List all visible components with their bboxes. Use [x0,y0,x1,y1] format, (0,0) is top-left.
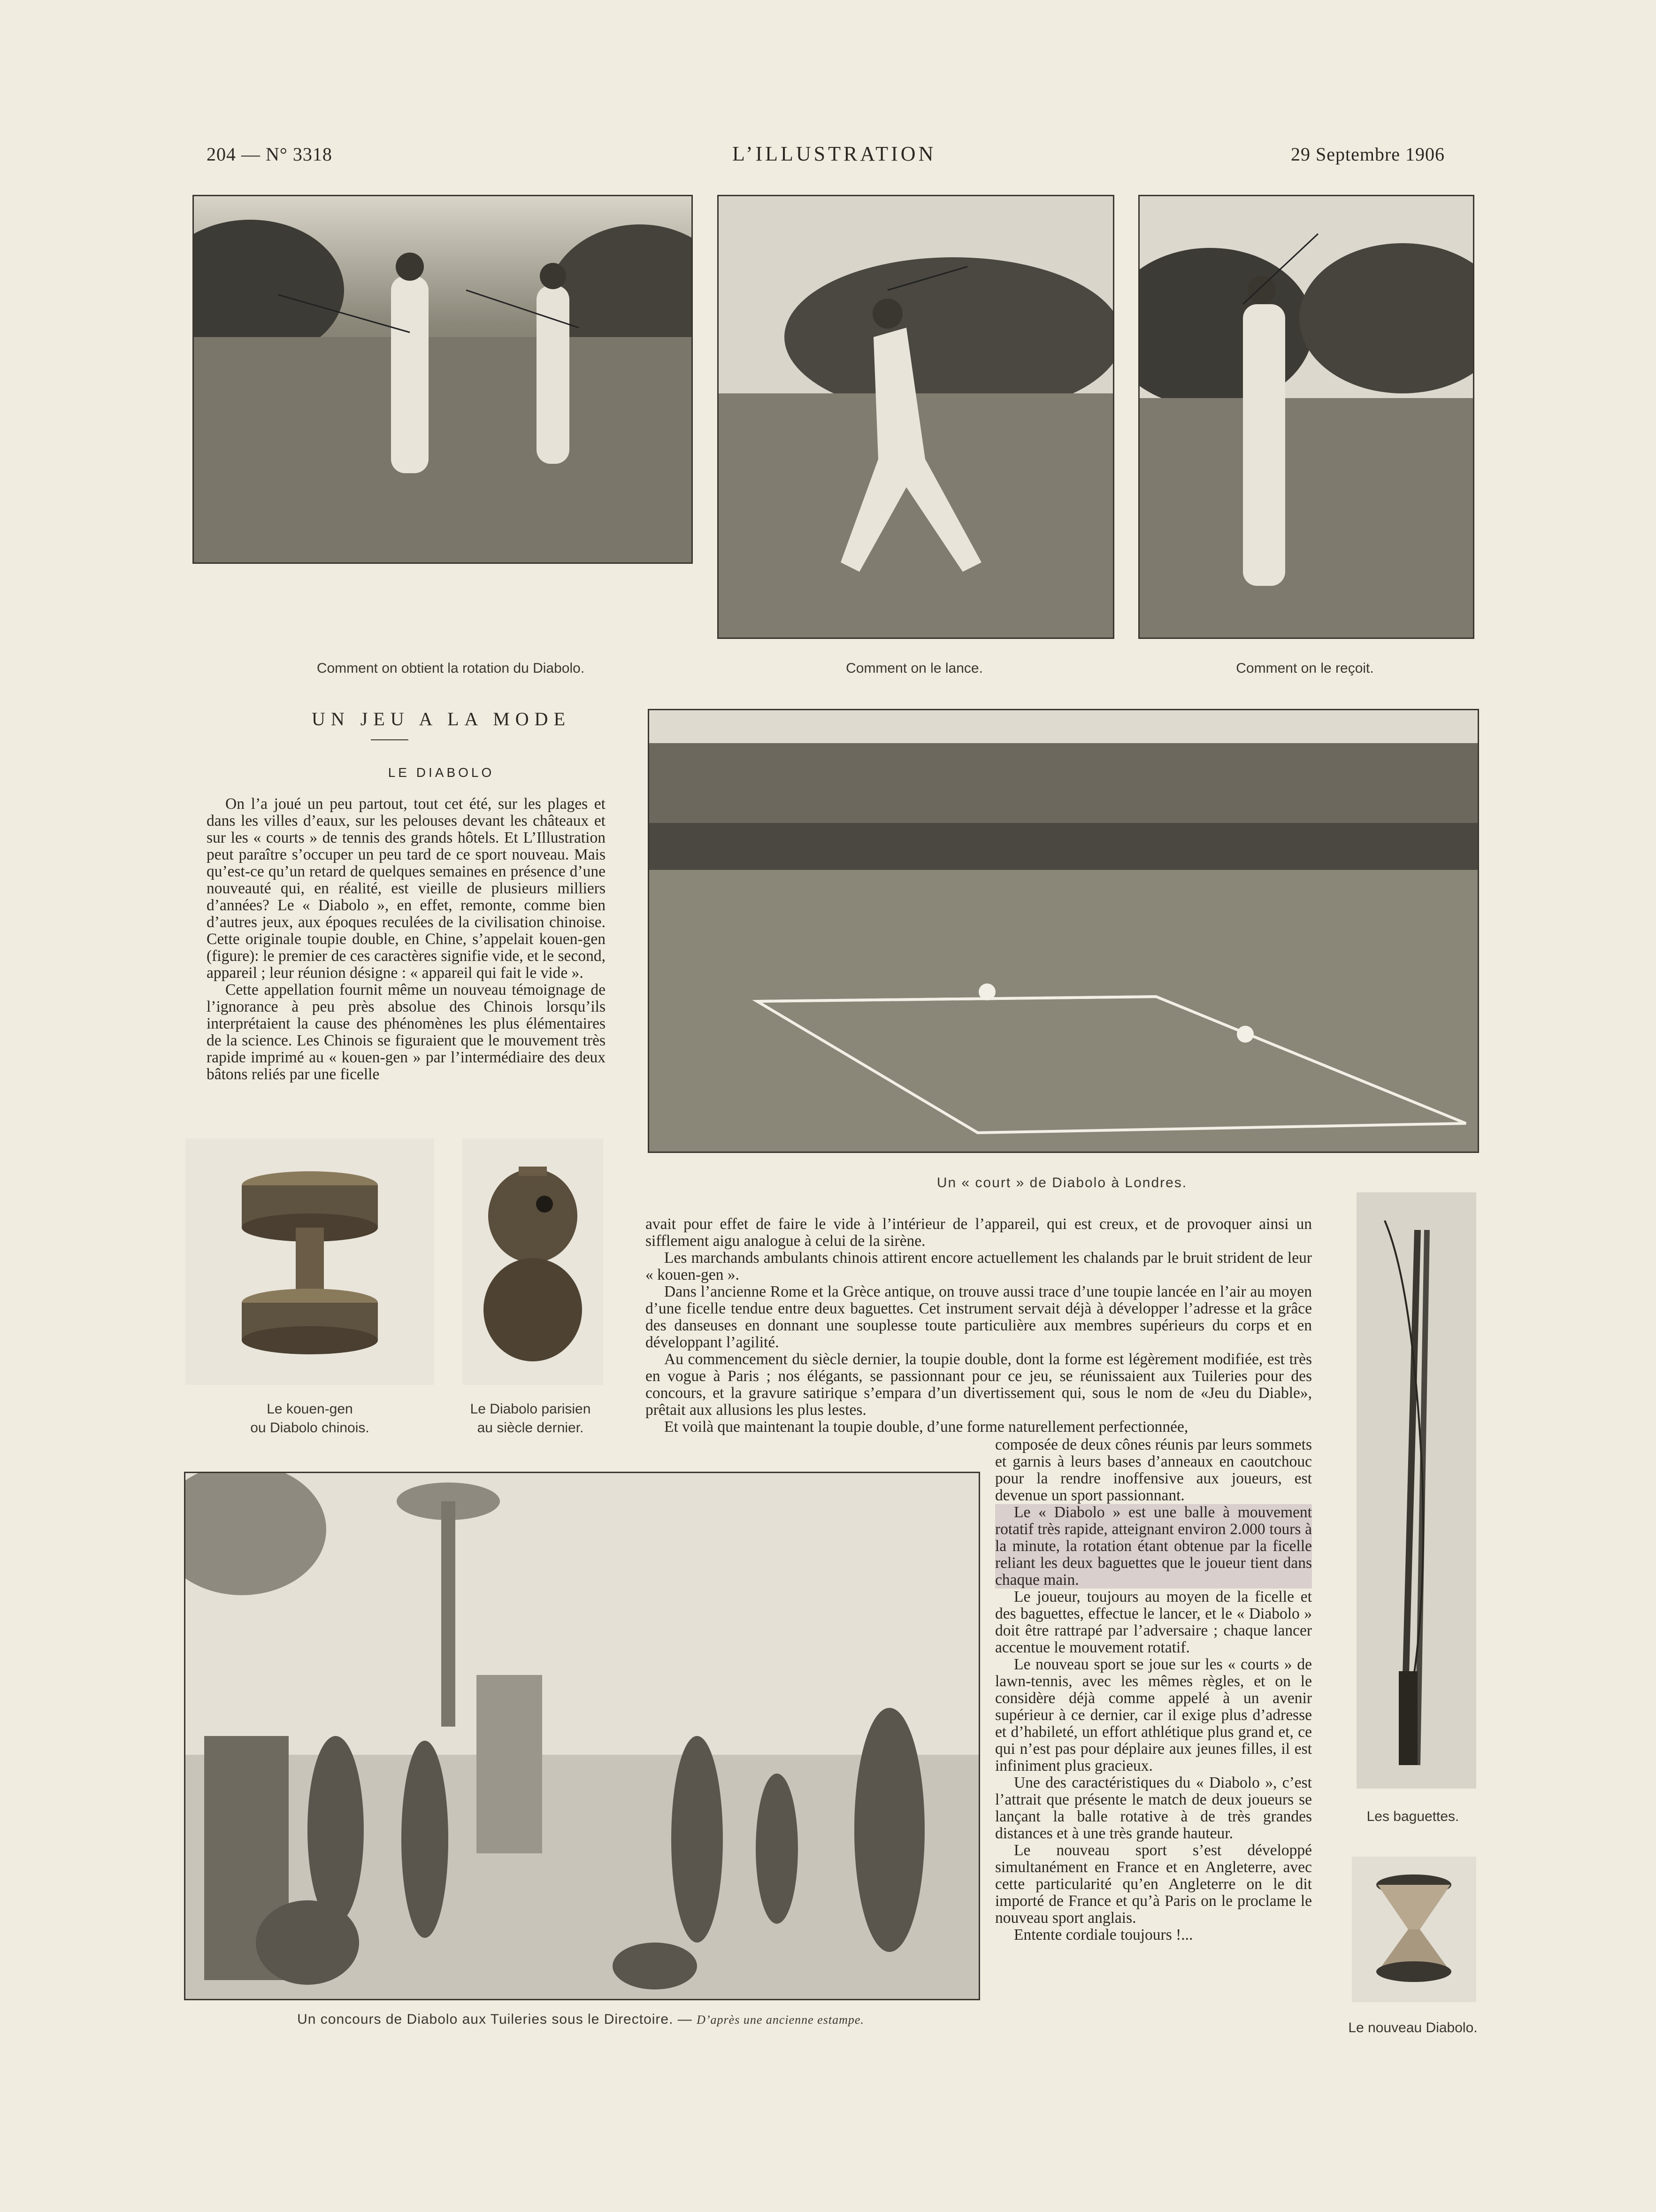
photo-court-image [649,710,1478,1152]
nouveau-diabolo-image [1352,1857,1476,2002]
kouen-gen-image [185,1138,434,1385]
paragraph: Cette appellation fournit même un nouveau témoignage de l’ignorance à peu près absolue des Chinois lorsqu’ils interprétaient la cause des phénomènes les plus élémentaires de la science. Les Chinois se figuraient que le mouvement très rapide imprimé au « kouen-gen » par l’intermédiaire des deux bâtons reliés par une ficelle [207,981,606,1083]
caption-nouveau-diabolo: Le nouveau Diabolo. [1348,2020,1478,2035]
paragraph: Au commencement du siècle dernier, la toupie double, dont la forme est légèrement modifiée, est très en vogue à Paris ; nos élégants, se passionnant pour ce jeu, se réunissaient aux Tuileries pour des concours, et la gravure satirique s’empara d’un divertissement qui, sous le nom de «Jeu du Diable», prêtait aux allusions les plus lestes. [645,1351,1312,1419]
caption-kouen-gen-line2: ou Diabolo chinois. [250,1420,369,1436]
paragraph: composée de deux cônes réunis par leurs sommets et garnis à leurs bases d’anneaux en caoutchouc pour la rendre inoffensive aux joueurs, est devenue un sport passionnant. [995,1436,1312,1504]
engraving-tuileries [184,1472,980,2000]
caption-baguettes: Les baguettes. [1366,1809,1459,1824]
diabolo-parisien-image [462,1138,603,1385]
paragraph: Le nouveau sport s’est développé simultanément en France et en Angleterre, avec cette particularité qu’en Angleterre on le dit importé de France et qu’à Paris on le proclame le nouveau sport anglais. [995,1842,1312,1927]
article-column-2-narrow [995,1436,1312,1943]
engraving-credit: D’après une ancienne estampe. [697,2013,864,2027]
caption-lance: Comment on le lance. [846,661,983,676]
photo-court-londres [648,709,1479,1153]
caption-parisien-line2: au siècle dernier. [477,1420,584,1436]
photo-kouen-gen [185,1138,434,1385]
engraving-image [185,1473,979,1999]
caption-rotation: Comment on obtient la rotation du Diabolo. [316,661,585,676]
article-column-1 [207,796,606,1083]
photo-lance [717,195,1114,639]
photo-diabolo-parisien [462,1138,603,1385]
paragraph: Entente cordiale toujours !... [1014,1926,1193,1943]
paragraph: Et voilà que maintenant la toupie double, d’une forme naturellement perfectionnée, [664,1418,1188,1436]
paragraph: avait pour effet de faire le vide à l’intérieur de l’appareil, qui est creux, et de provoquer ainsi un sifflement aigu analogue à celui de la sirène. [645,1215,1312,1250]
baguettes-image [1357,1192,1476,1789]
article-title: UN JEU A LA MODE [311,708,571,730]
title-rule [371,739,408,740]
article-subtitle: LE DIABOLO [388,765,495,780]
caption-engraving [184,2010,977,2029]
paragraph: Une des caractéristiques du « Diabolo », c’est l’attrait que présente le match de deux joueurs se lançant la balle rotative à de très grandes distances et à une très grande hauteur. [995,1774,1312,1842]
caption-kouen-gen [185,1400,434,1437]
photo-recoit [1138,195,1474,639]
caption-parisien-line1: Le Diabolo parisien [470,1401,591,1417]
issue-date: 29 Septembre 1906 [1291,144,1445,165]
page-number: 204 — N° 3318 [207,144,332,165]
photo-recoit-image [1140,196,1473,637]
caption-court: Un « court » de Diabolo à Londres. [936,1175,1188,1190]
photo-baguettes [1357,1192,1476,1789]
caption-recoit: Comment on le reçoit. [1236,661,1374,676]
caption-diabolo-parisien [441,1400,620,1437]
paragraph: On l’a joué un peu partout, tout cet été, sur les plages et dans les villes d’eaux, sur les pelouses devant les châteaux et sur les « courts » de tennis des grands hôtels. Et L’Illustration peut paraître s’occuper un peu tard de ce sport nouveau. Mais qu’est-ce qu’un retard de quelques semaines en présence d’une nouveauté qui, en réalité, est vieille de plusieurs milliers d’années? Le « Diabolo », en effet, remonte, comme bien d’autres jeux, aux époques reculées de la civilisation chinoise. Cette originale toupie double, en Chine, s’appelait kouen-gen (figure): le premier de ces caractères signifie vide, et le second, appareil ; leur réunion désigne : « appareil qui fait le vide ». [207,795,606,982]
masthead: L’ILLUSTRATION [732,142,936,165]
paragraph: Dans l’ancienne Rome et la Grèce antique, on trouve aussi trace d’une toupie lancée en l’air au moyen d’une ficelle tendue entre deux baguettes. Cet instrument servait déjà à développer l’adresse et la grâce des danseuses en donnant une souplesse toute particulière aux membres supérieurs du corps et en développant l’agilité. [645,1283,1312,1351]
photo-rotation-image [194,196,691,562]
paragraph: Les marchands ambulants chinois attirent encore actuellement les chalands par le bruit strident de leur « kouen-gen ». [645,1249,1312,1283]
photo-rotation [192,195,693,564]
article-column-2-wide [645,1216,1312,1436]
caption-kouen-gen-line1: Le kouen-gen [267,1401,353,1417]
paragraph: Le « Diabolo » est une balle à mouvement rotatif très rapide, atteignant environ 2.000 tours à la minute, la rotation étant obtenue par la ficelle reliant les deux baguettes que le joueur tient dans chaque main. [995,1504,1312,1589]
engraving-title: Un concours de Diabolo aux Tuileries sous le Directoire. — [297,2012,692,2027]
paragraph: Le joueur, toujours au moyen de la ficelle et des baguettes, effectue le lancer, et le « Diabolo » doit être rattrapé par l’adversaire ; chaque lancer accentue le mouvement rotatif. [995,1588,1312,1656]
paragraph: Le nouveau sport se joue sur les « courts » de lawn-tennis, avec les mêmes règles, et on le considère déjà comme appelé à un avenir supérieur à ce dernier, car il exige plus d’adresse et d’habileté, un effort athlétique plus grand et, ce qui n’est pas pour déplaire aux jeunes filles, il est infiniment plus gracieux. [995,1656,1312,1774]
photo-lance-image [719,196,1113,637]
photo-nouveau-diabolo [1352,1857,1476,2002]
